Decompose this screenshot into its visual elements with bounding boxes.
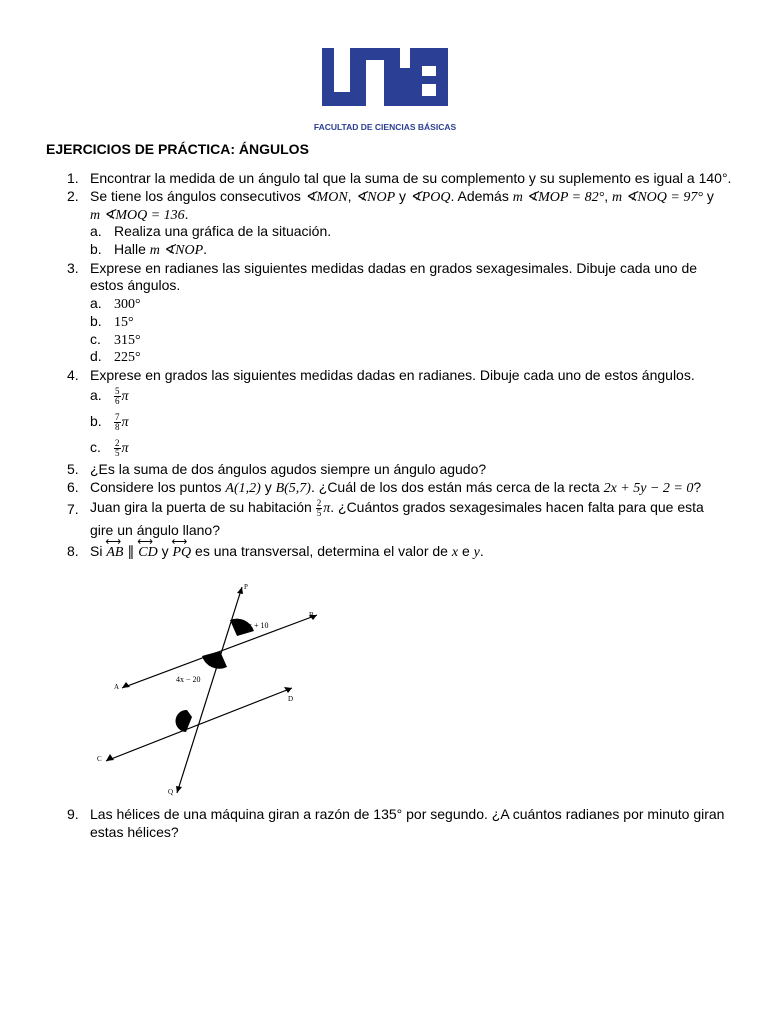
q7-line2: gire un ángulo llano? bbox=[90, 522, 220, 538]
q6-number: 6. bbox=[67, 479, 79, 495]
q5-text: ¿Es la suma de dos ángulos agudos siempre un ángulo agudo? bbox=[90, 461, 487, 477]
parallel-lines-figure bbox=[92, 575, 332, 800]
q3-item: c. 315° bbox=[90, 331, 141, 348]
q3-item: b. 15° bbox=[90, 313, 134, 330]
label-d: D bbox=[288, 695, 294, 703]
q8-number: 8. bbox=[67, 543, 79, 559]
q3-item: d. 225° bbox=[90, 348, 141, 365]
q1-number: 1. bbox=[67, 170, 79, 186]
label-a: A bbox=[114, 683, 120, 691]
q9-number: 9. bbox=[67, 806, 79, 822]
label-angle-top: 2x + 10 bbox=[244, 621, 269, 630]
utb-logo bbox=[310, 46, 460, 138]
q9-line2: estas hélices? bbox=[90, 824, 179, 840]
q2-number: 2. bbox=[67, 188, 79, 204]
label-p: P bbox=[244, 583, 248, 591]
q2-item-a: a. Realiza una gráfica de la situación. bbox=[90, 223, 332, 239]
faculty-label: FACULTAD DE CIENCIAS BÁSICAS bbox=[313, 122, 457, 132]
q4-item: c. $\frac{2}{5}$ π bbox=[90, 438, 129, 458]
q3-line1: Exprese en radianes las siguientes medidas dadas en grados sexagesimales. Dibuje cada uno de bbox=[90, 260, 698, 276]
q5-number: 5. bbox=[67, 461, 79, 477]
q3-item: a. 300° bbox=[90, 295, 141, 312]
label-q: Q bbox=[168, 788, 174, 796]
q3-line2: estos ángulos. bbox=[90, 277, 181, 293]
line-ab bbox=[122, 615, 317, 688]
q2-line1: Se tiene los ángulos consecutivos ∢MON, ∢NOP y ∢POQ. Además m ∢MOP = 82°, m ∢NOQ = 97° y bbox=[90, 188, 714, 205]
label-angle-low: y bbox=[181, 711, 185, 720]
label-c: C bbox=[97, 755, 102, 763]
q7-number: 7. bbox=[67, 501, 79, 517]
q6-text: Considere los puntos A(1,2) y B(5,7). ¿Cuál de los dos están más cerca de la recta 2x + 5y − 2 = 0? bbox=[90, 479, 702, 496]
q2-line2: m ∢MOQ = 136. bbox=[90, 206, 189, 223]
q7-line1: Juan gira la puerta de su habitación $\frac{2}{5}$ π. ¿Cuántos grados sexagesimales hacen falta para que esta bbox=[90, 498, 704, 518]
q4-item: a. $\frac{5}{6}$ π bbox=[90, 386, 129, 406]
line-pq bbox=[177, 587, 242, 793]
q9-line1: Las hélices de una máquina giran a razón de 135° por segundo. ¿A cuántos radianes por minuto giran bbox=[90, 806, 725, 822]
label-angle-mid: 4x − 20 bbox=[176, 675, 201, 684]
q4-number: 4. bbox=[67, 367, 79, 383]
q8-text: Si ⟷ AB ∥ ⟷ CD y ⟷ PQ es una transversal, determina el valor de x e y. bbox=[90, 543, 484, 561]
label-b: B bbox=[309, 611, 314, 619]
q4-item: b. $\frac{7}{8}$ π bbox=[90, 412, 129, 432]
q4-text: Exprese en grados las siguientes medidas dadas en radianes. Dibuje cada uno de estos ángulos. bbox=[90, 367, 695, 383]
q2-item-b: b. Halle m ∢NOP. bbox=[90, 241, 208, 258]
q3-number: 3. bbox=[67, 260, 79, 276]
q1-text: Encontrar la medida de un ángulo tal que la suma de su complemento y su suplemento es igual a 140°. bbox=[90, 170, 732, 186]
page-title: EJERCICIOS DE PRÁCTICA: ÁNGULOS bbox=[46, 141, 309, 157]
